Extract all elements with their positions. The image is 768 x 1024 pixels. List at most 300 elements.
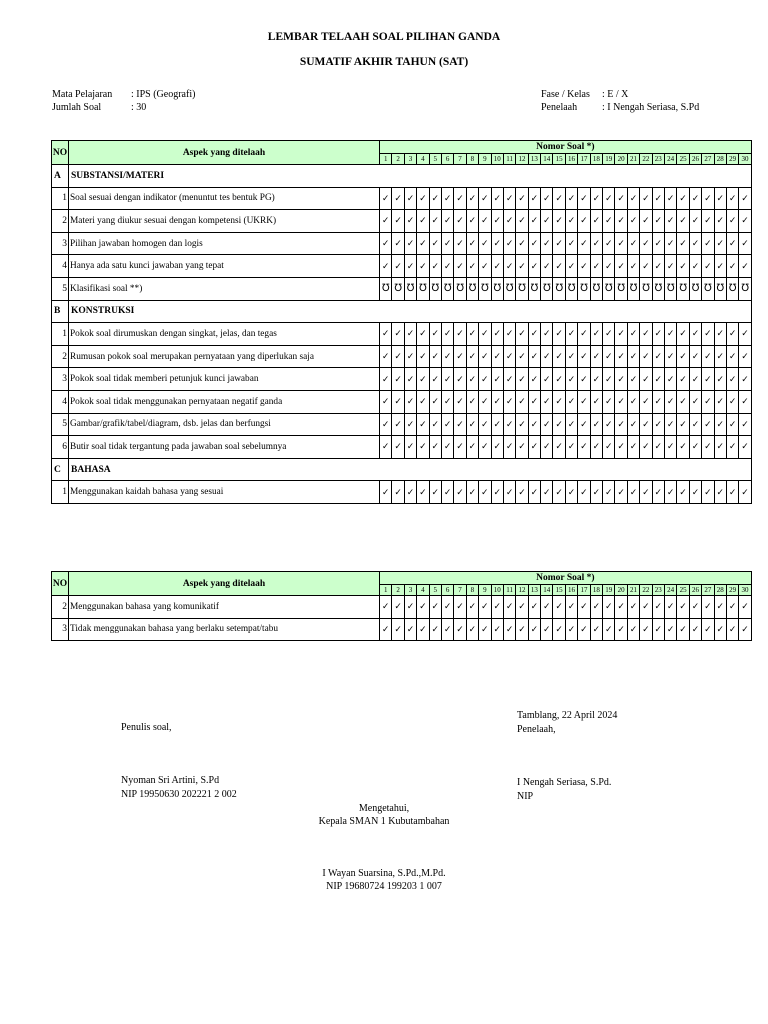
table-row — [52, 232, 752, 255]
soal-number: 9 — [479, 154, 491, 165]
check-mark: ✓ — [603, 390, 615, 413]
check-mark: ✓ — [479, 323, 491, 346]
check-mark: ✓ — [541, 210, 553, 233]
check-mark: ✓ — [615, 345, 627, 368]
check-mark: ✓ — [615, 596, 627, 619]
check-mark: ✓ — [689, 481, 701, 504]
soal-number: 17 — [578, 585, 590, 596]
check-mark: ✓ — [565, 232, 577, 255]
check-mark: ✓ — [466, 618, 478, 641]
soal-number: 6 — [441, 585, 453, 596]
check-mark: ✓ — [565, 436, 577, 459]
check-mark: ✓ — [441, 390, 453, 413]
check-mark: ✓ — [677, 323, 689, 346]
soal-number: 9 — [479, 585, 491, 596]
check-mark: ✓ — [640, 232, 652, 255]
soal-number: 25 — [677, 154, 689, 165]
check-mark: ✓ — [466, 210, 478, 233]
check-mark: ✓ — [404, 436, 416, 459]
check-mark: ✓ — [627, 368, 639, 391]
check-mark: ✓ — [615, 255, 627, 278]
check-mark: ✓ — [603, 255, 615, 278]
check-mark: ✓ — [392, 255, 404, 278]
check-mark: ✓ — [404, 187, 416, 210]
check-mark: ✓ — [578, 436, 590, 459]
klasifikasi-mark: ℧ — [664, 277, 676, 300]
check-mark: ✓ — [627, 255, 639, 278]
check-mark: ✓ — [516, 187, 528, 210]
check-mark: ✓ — [417, 187, 429, 210]
check-mark: ✓ — [466, 232, 478, 255]
klasifikasi-mark: ℧ — [404, 277, 416, 300]
check-mark: ✓ — [417, 345, 429, 368]
check-mark: ✓ — [380, 255, 392, 278]
check-mark: ✓ — [739, 210, 751, 233]
check-mark: ✓ — [466, 255, 478, 278]
check-mark: ✓ — [714, 436, 726, 459]
check-mark: ✓ — [652, 345, 664, 368]
row-number: 5 — [52, 277, 69, 300]
check-mark: ✓ — [553, 618, 565, 641]
check-mark: ✓ — [578, 618, 590, 641]
penelaah-sign-name: I Nengah Seriasa, S.Pd. — [517, 777, 612, 788]
check-mark: ✓ — [441, 413, 453, 436]
check-mark: ✓ — [640, 210, 652, 233]
check-mark: ✓ — [380, 596, 392, 619]
signing-date: Tamblang, 22 April 2024 — [517, 710, 618, 721]
soal-number: 16 — [565, 585, 577, 596]
check-mark: ✓ — [652, 255, 664, 278]
check-mark: ✓ — [702, 481, 714, 504]
check-mark: ✓ — [454, 481, 466, 504]
check-mark: ✓ — [739, 596, 751, 619]
check-mark: ✓ — [553, 413, 565, 436]
check-mark: ✓ — [441, 187, 453, 210]
soal-number: 28 — [714, 585, 726, 596]
klasifikasi-mark: ℧ — [627, 277, 639, 300]
check-mark: ✓ — [590, 210, 602, 233]
check-mark: ✓ — [603, 345, 615, 368]
klasifikasi-mark: ℧ — [491, 277, 503, 300]
check-mark: ✓ — [454, 187, 466, 210]
check-mark: ✓ — [627, 481, 639, 504]
check-mark: ✓ — [689, 596, 701, 619]
check-mark: ✓ — [652, 413, 664, 436]
check-mark: ✓ — [380, 187, 392, 210]
check-mark: ✓ — [392, 618, 404, 641]
check-mark: ✓ — [441, 481, 453, 504]
soal-number: 25 — [677, 585, 689, 596]
section-label: SUBSTANSI/MATERI — [69, 165, 752, 188]
document-subtitle: SUMATIF AKHIR TAHUN (SAT) — [299, 56, 469, 68]
check-mark: ✓ — [417, 210, 429, 233]
soal-number: 19 — [603, 154, 615, 165]
check-mark: ✓ — [417, 323, 429, 346]
check-mark: ✓ — [590, 596, 602, 619]
table-row — [52, 210, 752, 233]
check-mark: ✓ — [392, 481, 404, 504]
check-mark: ✓ — [491, 210, 503, 233]
check-mark: ✓ — [714, 390, 726, 413]
check-mark: ✓ — [466, 345, 478, 368]
check-mark: ✓ — [640, 436, 652, 459]
klasifikasi-mark: ℧ — [380, 277, 392, 300]
check-mark: ✓ — [726, 345, 738, 368]
check-mark: ✓ — [466, 368, 478, 391]
check-mark: ✓ — [726, 481, 738, 504]
row-number: 1 — [52, 187, 69, 210]
table-row — [52, 436, 752, 459]
check-mark: ✓ — [615, 413, 627, 436]
check-mark: ✓ — [739, 481, 751, 504]
table-row — [52, 277, 752, 300]
check-mark: ✓ — [454, 345, 466, 368]
check-mark: ✓ — [441, 255, 453, 278]
check-mark: ✓ — [726, 210, 738, 233]
klasifikasi-mark: ℧ — [466, 277, 478, 300]
check-mark: ✓ — [565, 368, 577, 391]
check-mark: ✓ — [640, 413, 652, 436]
row-number: 2 — [52, 596, 69, 619]
klasifikasi-mark: ℧ — [640, 277, 652, 300]
check-mark: ✓ — [429, 255, 441, 278]
row-number: 1 — [52, 481, 69, 504]
soal-number: 22 — [640, 154, 652, 165]
aspek-label: Tidak menggunakan bahasa yang berlaku setempat/tabu — [69, 618, 380, 641]
check-mark: ✓ — [664, 255, 676, 278]
soal-number: 23 — [652, 154, 664, 165]
document-title: LEMBAR TELAAH SOAL PILIHAN GANDA — [267, 31, 501, 43]
soal-number: 10 — [491, 585, 503, 596]
check-mark: ✓ — [503, 210, 515, 233]
check-mark: ✓ — [380, 210, 392, 233]
check-mark: ✓ — [516, 345, 528, 368]
klasifikasi-mark: ℧ — [603, 277, 615, 300]
check-mark: ✓ — [553, 368, 565, 391]
check-mark: ✓ — [603, 232, 615, 255]
row-number: 4 — [52, 390, 69, 413]
check-mark: ✓ — [739, 436, 751, 459]
check-mark: ✓ — [677, 368, 689, 391]
klasifikasi-mark: ℧ — [516, 277, 528, 300]
klasifikasi-mark: ℧ — [714, 277, 726, 300]
check-mark: ✓ — [702, 210, 714, 233]
kepala-name: I Wayan Suarsina, S.Pd.,M.Pd. — [322, 868, 446, 879]
soal-number: 19 — [603, 585, 615, 596]
check-mark: ✓ — [565, 345, 577, 368]
check-mark: ✓ — [491, 413, 503, 436]
check-mark: ✓ — [541, 618, 553, 641]
check-mark: ✓ — [664, 481, 676, 504]
aspek-label: Butir soal tidak tergantung pada jawaban soal sebelumnya — [69, 436, 380, 459]
check-mark: ✓ — [702, 187, 714, 210]
check-mark: ✓ — [454, 232, 466, 255]
check-mark: ✓ — [392, 368, 404, 391]
soal-number: 18 — [590, 154, 602, 165]
check-mark: ✓ — [441, 345, 453, 368]
check-mark: ✓ — [541, 596, 553, 619]
check-mark: ✓ — [590, 323, 602, 346]
klasifikasi-mark: ℧ — [677, 277, 689, 300]
check-mark: ✓ — [466, 596, 478, 619]
check-mark: ✓ — [652, 481, 664, 504]
check-mark: ✓ — [590, 345, 602, 368]
check-mark: ✓ — [404, 255, 416, 278]
check-mark: ✓ — [702, 436, 714, 459]
check-mark: ✓ — [528, 618, 540, 641]
penulis-nip: NIP 19950630 202221 2 002 — [121, 789, 237, 800]
table-row — [52, 413, 752, 436]
check-mark: ✓ — [739, 323, 751, 346]
check-mark: ✓ — [404, 481, 416, 504]
check-mark: ✓ — [640, 618, 652, 641]
check-mark: ✓ — [503, 436, 515, 459]
check-mark: ✓ — [603, 436, 615, 459]
check-mark: ✓ — [404, 413, 416, 436]
check-mark: ✓ — [417, 596, 429, 619]
check-mark: ✓ — [541, 255, 553, 278]
check-mark: ✓ — [516, 210, 528, 233]
check-mark: ✓ — [392, 323, 404, 346]
check-mark: ✓ — [503, 596, 515, 619]
check-mark: ✓ — [479, 368, 491, 391]
check-mark: ✓ — [677, 232, 689, 255]
soal-number: 21 — [627, 585, 639, 596]
check-mark: ✓ — [590, 436, 602, 459]
soal-number: 21 — [627, 154, 639, 165]
check-mark: ✓ — [702, 390, 714, 413]
nomor-soal-header: Nomor Soal *) — [380, 141, 752, 154]
check-mark: ✓ — [454, 436, 466, 459]
check-mark: ✓ — [664, 413, 676, 436]
check-mark: ✓ — [627, 323, 639, 346]
check-mark: ✓ — [615, 323, 627, 346]
check-mark: ✓ — [689, 187, 701, 210]
check-mark: ✓ — [380, 436, 392, 459]
soal-number: 18 — [590, 585, 602, 596]
check-mark: ✓ — [615, 618, 627, 641]
check-mark: ✓ — [553, 481, 565, 504]
check-mark: ✓ — [627, 187, 639, 210]
check-mark: ✓ — [565, 187, 577, 210]
check-mark: ✓ — [466, 323, 478, 346]
check-mark: ✓ — [590, 390, 602, 413]
check-mark: ✓ — [392, 390, 404, 413]
check-mark: ✓ — [528, 255, 540, 278]
check-mark: ✓ — [603, 596, 615, 619]
check-mark: ✓ — [503, 618, 515, 641]
soal-number: 22 — [640, 585, 652, 596]
klasifikasi-mark: ℧ — [615, 277, 627, 300]
check-mark: ✓ — [702, 255, 714, 278]
row-number: 4 — [52, 255, 69, 278]
check-mark: ✓ — [689, 232, 701, 255]
check-mark: ✓ — [441, 323, 453, 346]
check-mark: ✓ — [739, 345, 751, 368]
check-mark: ✓ — [528, 232, 540, 255]
check-mark: ✓ — [479, 232, 491, 255]
check-mark: ✓ — [640, 345, 652, 368]
klasifikasi-mark: ℧ — [590, 277, 602, 300]
check-mark: ✓ — [553, 436, 565, 459]
check-mark: ✓ — [714, 345, 726, 368]
check-mark: ✓ — [503, 255, 515, 278]
check-mark: ✓ — [714, 232, 726, 255]
check-mark: ✓ — [689, 255, 701, 278]
check-mark: ✓ — [491, 255, 503, 278]
check-mark: ✓ — [578, 596, 590, 619]
check-mark: ✓ — [491, 618, 503, 641]
check-mark: ✓ — [541, 368, 553, 391]
check-mark: ✓ — [664, 210, 676, 233]
check-mark: ✓ — [677, 390, 689, 413]
aspek-label: Pokok soal dirumuskan dengan singkat, jelas, dan tegas — [69, 323, 380, 346]
row-number: 3 — [52, 618, 69, 641]
soal-number: 12 — [516, 585, 528, 596]
check-mark: ✓ — [702, 345, 714, 368]
check-mark: ✓ — [541, 232, 553, 255]
soal-number: 11 — [503, 154, 515, 165]
soal-number: 1 — [380, 154, 392, 165]
check-mark: ✓ — [528, 323, 540, 346]
aspek-label: Pilihan jawaban homogen dan logis — [69, 232, 380, 255]
check-mark: ✓ — [578, 323, 590, 346]
soal-number: 4 — [417, 585, 429, 596]
check-mark: ✓ — [714, 323, 726, 346]
check-mark: ✓ — [726, 390, 738, 413]
check-mark: ✓ — [652, 436, 664, 459]
soal-number: 13 — [528, 585, 540, 596]
aspek-label: Gambar/grafik/tabel/diagram, dsb. jelas dan berfungsi — [69, 413, 380, 436]
check-mark: ✓ — [578, 187, 590, 210]
row-number: 3 — [52, 368, 69, 391]
check-mark: ✓ — [479, 187, 491, 210]
check-mark: ✓ — [702, 368, 714, 391]
check-mark: ✓ — [640, 187, 652, 210]
soal-number: 4 — [417, 154, 429, 165]
check-mark: ✓ — [392, 596, 404, 619]
check-mark: ✓ — [714, 210, 726, 233]
check-mark: ✓ — [380, 368, 392, 391]
check-mark: ✓ — [503, 390, 515, 413]
check-mark: ✓ — [466, 436, 478, 459]
soal-number: 7 — [454, 154, 466, 165]
table-row — [52, 345, 752, 368]
check-mark: ✓ — [454, 323, 466, 346]
check-mark: ✓ — [565, 596, 577, 619]
check-mark: ✓ — [702, 323, 714, 346]
check-mark: ✓ — [417, 368, 429, 391]
table-row — [52, 618, 752, 641]
check-mark: ✓ — [454, 368, 466, 391]
check-mark: ✓ — [528, 345, 540, 368]
check-mark: ✓ — [689, 413, 701, 436]
soal-number: 3 — [404, 585, 416, 596]
row-number: 5 — [52, 413, 69, 436]
klasifikasi-mark: ℧ — [503, 277, 515, 300]
check-mark: ✓ — [404, 232, 416, 255]
check-mark: ✓ — [417, 390, 429, 413]
check-mark: ✓ — [380, 323, 392, 346]
review-table-main — [51, 140, 752, 504]
check-mark: ✓ — [380, 413, 392, 436]
check-mark: ✓ — [516, 481, 528, 504]
soal-number: 13 — [528, 154, 540, 165]
check-mark: ✓ — [702, 618, 714, 641]
check-mark: ✓ — [664, 232, 676, 255]
check-mark: ✓ — [702, 596, 714, 619]
check-mark: ✓ — [640, 255, 652, 278]
check-mark: ✓ — [652, 210, 664, 233]
check-mark: ✓ — [677, 255, 689, 278]
check-mark: ✓ — [677, 618, 689, 641]
check-mark: ✓ — [454, 210, 466, 233]
aspek-label: Rumusan pokok soal merupakan pernyataan yang diperlukan saja — [69, 345, 380, 368]
check-mark: ✓ — [528, 413, 540, 436]
kepala-title: Kepala SMAN 1 Kubutambahan — [318, 816, 450, 827]
penulis-name: Nyoman Sri Artini, S.Pd — [121, 775, 220, 786]
check-mark: ✓ — [479, 345, 491, 368]
check-mark: ✓ — [553, 187, 565, 210]
klasifikasi-mark: ℧ — [479, 277, 491, 300]
check-mark: ✓ — [479, 481, 491, 504]
klasifikasi-mark: ℧ — [417, 277, 429, 300]
check-mark: ✓ — [565, 210, 577, 233]
nomor-soal-header: Nomor Soal *) — [380, 572, 752, 585]
aspek-label: Soal sesuai dengan indikator (menuntut tes bentuk PG) — [69, 187, 380, 210]
table-row — [52, 187, 752, 210]
check-mark: ✓ — [590, 187, 602, 210]
check-mark: ✓ — [553, 255, 565, 278]
check-mark: ✓ — [714, 413, 726, 436]
check-mark: ✓ — [380, 345, 392, 368]
soal-number: 20 — [615, 154, 627, 165]
check-mark: ✓ — [466, 481, 478, 504]
review-table-continued — [51, 571, 752, 641]
check-mark: ✓ — [677, 596, 689, 619]
check-mark: ✓ — [392, 413, 404, 436]
check-mark: ✓ — [404, 390, 416, 413]
check-mark: ✓ — [677, 481, 689, 504]
check-mark: ✓ — [590, 255, 602, 278]
section-letter: B — [52, 300, 69, 323]
row-number: 1 — [52, 323, 69, 346]
check-mark: ✓ — [491, 436, 503, 459]
check-mark: ✓ — [615, 390, 627, 413]
check-mark: ✓ — [702, 232, 714, 255]
soal-number: 30 — [739, 585, 751, 596]
aspek-label: Materi yang diukur sesuai dengan kompetensi (UKRK) — [69, 210, 380, 233]
table-row — [52, 481, 752, 504]
check-mark: ✓ — [565, 255, 577, 278]
section-label: KONSTRUKSI — [69, 300, 752, 323]
check-mark: ✓ — [739, 187, 751, 210]
check-mark: ✓ — [640, 596, 652, 619]
soal-number: 2 — [392, 585, 404, 596]
soal-number: 12 — [516, 154, 528, 165]
mengetahui-label: Mengetahui, — [358, 803, 410, 814]
soal-number: 28 — [714, 154, 726, 165]
check-mark: ✓ — [652, 596, 664, 619]
check-mark: ✓ — [603, 323, 615, 346]
check-mark: ✓ — [702, 413, 714, 436]
klasifikasi-mark: ℧ — [429, 277, 441, 300]
check-mark: ✓ — [553, 390, 565, 413]
check-mark: ✓ — [454, 618, 466, 641]
row-number: 6 — [52, 436, 69, 459]
check-mark: ✓ — [615, 187, 627, 210]
check-mark: ✓ — [603, 413, 615, 436]
